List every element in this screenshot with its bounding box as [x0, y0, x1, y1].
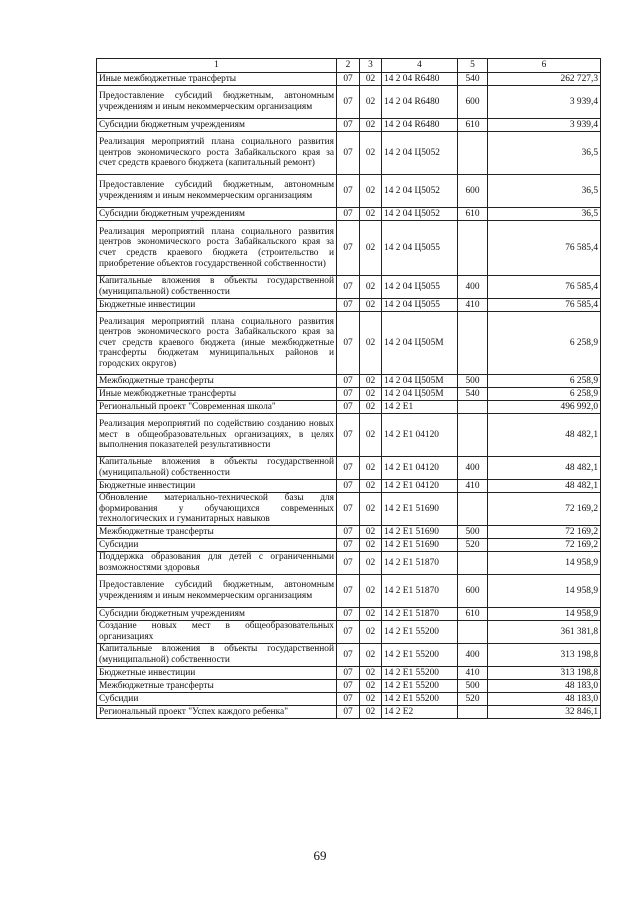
row-code-3-cell: 02 — [360, 86, 382, 119]
row-name-cell: Субсидии — [97, 693, 337, 706]
table-row — [97, 175, 601, 208]
row-code-4-cell: 14 2 E1 51690 — [382, 526, 458, 539]
table-row — [97, 73, 601, 86]
row-code-2-cell: 07 — [337, 86, 360, 119]
table-row — [97, 86, 601, 119]
page-number: 69 — [313, 848, 327, 863]
row-code-2-cell: 07 — [337, 552, 360, 575]
table-row — [97, 221, 601, 276]
row-amount-cell: 361 381,8 — [488, 621, 601, 644]
table-row — [97, 414, 601, 457]
column-header-1: 1 — [97, 59, 337, 73]
column-header-6: 6 — [488, 59, 601, 73]
row-code-3-cell: 02 — [360, 644, 382, 667]
table-row — [97, 644, 601, 667]
row-code-4-cell: 14 2 E1 04120 — [382, 414, 458, 457]
row-code-4-cell: 14 2 04 Ц5055 — [382, 221, 458, 276]
table-row — [97, 680, 601, 693]
row-code-4-cell: 14 2 04 Ц505М — [382, 312, 458, 375]
row-amount-cell: 76 585,4 — [488, 221, 601, 276]
row-code-4-cell: 14 2 E1 55200 — [382, 644, 458, 667]
row-code-5-cell — [458, 706, 488, 719]
row-code-3-cell: 02 — [360, 312, 382, 375]
table-row — [97, 493, 601, 526]
table-row — [97, 401, 601, 414]
row-amount-cell: 48 482,1 — [488, 457, 601, 480]
row-code-5-cell: 410 — [458, 480, 488, 493]
row-name-cell: Реализация мероприятий по содействию созданию новых мест в общеобразовательных организациях, в целях выполнения показателей результативности — [97, 414, 337, 457]
row-code-2-cell: 07 — [337, 457, 360, 480]
row-code-2-cell: 07 — [337, 493, 360, 526]
row-code-4-cell: 14 2 E1 51690 — [382, 539, 458, 552]
row-code-3-cell: 02 — [360, 667, 382, 680]
row-code-3-cell: 02 — [360, 608, 382, 621]
table-body — [97, 73, 601, 719]
row-code-4-cell: 14 2 E1 51870 — [382, 608, 458, 621]
row-code-2-cell: 07 — [337, 414, 360, 457]
row-name-cell: Капитальные вложения в объекты государственной (муниципальной) собственности — [97, 644, 337, 667]
row-code-4-cell: 14 2 E1 55200 — [382, 621, 458, 644]
row-code-5-cell: 540 — [458, 73, 488, 86]
row-code-4-cell: 14 2 E1 51870 — [382, 575, 458, 608]
row-code-2-cell: 07 — [337, 276, 360, 299]
row-code-5-cell: 600 — [458, 175, 488, 208]
row-code-2-cell: 07 — [337, 575, 360, 608]
row-amount-cell: 32 846,1 — [488, 706, 601, 719]
row-code-5-cell: 600 — [458, 86, 488, 119]
row-name-cell: Предоставление субсидий бюджетным, автономным учреждениям и иным некоммерческим организациям — [97, 86, 337, 119]
row-code-5-cell: 400 — [458, 276, 488, 299]
row-code-5-cell — [458, 552, 488, 575]
row-amount-cell: 76 585,4 — [488, 276, 601, 299]
table-row — [97, 276, 601, 299]
row-code-2-cell: 07 — [337, 680, 360, 693]
row-code-4-cell: 14 2 04 Ц5052 — [382, 132, 458, 175]
row-code-3-cell: 02 — [360, 480, 382, 493]
row-code-2-cell: 07 — [337, 388, 360, 401]
row-code-2-cell: 07 — [337, 175, 360, 208]
row-amount-cell: 36,5 — [488, 208, 601, 221]
row-code-2-cell: 07 — [337, 221, 360, 276]
row-code-2-cell: 07 — [337, 621, 360, 644]
row-code-4-cell: 14 2 E2 — [382, 706, 458, 719]
row-code-3-cell: 02 — [360, 73, 382, 86]
row-code-3-cell: 02 — [360, 575, 382, 608]
row-code-5-cell: 410 — [458, 299, 488, 312]
table-row — [97, 119, 601, 132]
row-amount-cell: 6 258,9 — [488, 375, 601, 388]
row-name-cell: Субсидии бюджетным учреждениям — [97, 119, 337, 132]
row-amount-cell: 72 169,2 — [488, 539, 601, 552]
row-amount-cell: 72 169,2 — [488, 493, 601, 526]
column-header-2: 2 — [337, 59, 360, 73]
table-row — [97, 388, 601, 401]
row-code-5-cell — [458, 221, 488, 276]
row-code-3-cell: 02 — [360, 693, 382, 706]
table-row — [97, 312, 601, 375]
row-code-4-cell: 14 2 04 R6480 — [382, 86, 458, 119]
row-name-cell: Капитальные вложения в объекты государственной (муниципальной) собственности — [97, 276, 337, 299]
row-code-3-cell: 02 — [360, 276, 382, 299]
row-code-2-cell: 07 — [337, 375, 360, 388]
row-code-4-cell: 14 2 04 Ц5052 — [382, 175, 458, 208]
row-code-4-cell: 14 2 E1 55200 — [382, 693, 458, 706]
column-header-4: 4 — [382, 59, 458, 73]
table-row — [97, 608, 601, 621]
row-amount-cell: 48 482,1 — [488, 414, 601, 457]
row-code-5-cell: 400 — [458, 457, 488, 480]
row-code-3-cell: 02 — [360, 401, 382, 414]
row-amount-cell: 48 183,0 — [488, 693, 601, 706]
row-code-5-cell: 520 — [458, 693, 488, 706]
table-row — [97, 375, 601, 388]
row-code-2-cell: 07 — [337, 132, 360, 175]
row-code-2-cell: 07 — [337, 208, 360, 221]
row-code-2-cell: 07 — [337, 73, 360, 86]
row-amount-cell: 48 183,0 — [488, 680, 601, 693]
table-row — [97, 299, 601, 312]
row-amount-cell: 72 169,2 — [488, 526, 601, 539]
row-code-5-cell: 610 — [458, 608, 488, 621]
column-header-3: 3 — [360, 59, 382, 73]
row-amount-cell: 313 198,8 — [488, 644, 601, 667]
row-code-5-cell: 520 — [458, 539, 488, 552]
table-row — [97, 693, 601, 706]
row-amount-cell: 3 939,4 — [488, 119, 601, 132]
row-name-cell: Бюджетные инвестиции — [97, 480, 337, 493]
row-code-2-cell: 07 — [337, 119, 360, 132]
row-amount-cell: 14 958,9 — [488, 575, 601, 608]
row-code-2-cell: 07 — [337, 480, 360, 493]
row-code-4-cell: 14 2 E1 55200 — [382, 667, 458, 680]
row-code-5-cell: 600 — [458, 575, 488, 608]
row-code-4-cell: 14 2 04 Ц5055 — [382, 276, 458, 299]
table-row — [97, 539, 601, 552]
column-header-5: 5 — [458, 59, 488, 73]
row-code-5-cell — [458, 132, 488, 175]
row-code-5-cell — [458, 621, 488, 644]
row-amount-cell: 76 585,4 — [488, 299, 601, 312]
row-code-5-cell: 410 — [458, 667, 488, 680]
row-code-3-cell: 02 — [360, 621, 382, 644]
row-code-3-cell: 02 — [360, 175, 382, 208]
row-name-cell: Региональный проект "Успех каждого ребенка" — [97, 706, 337, 719]
row-name-cell: Субсидии бюджетным учреждениям — [97, 608, 337, 621]
row-code-5-cell — [458, 414, 488, 457]
row-code-2-cell: 07 — [337, 539, 360, 552]
row-code-4-cell: 14 2 E1 55200 — [382, 680, 458, 693]
row-code-3-cell: 02 — [360, 526, 382, 539]
row-code-5-cell: 400 — [458, 644, 488, 667]
row-code-3-cell: 02 — [360, 299, 382, 312]
row-name-cell: Капитальные вложения в объекты государственной (муниципальной) собственности — [97, 457, 337, 480]
row-code-4-cell: 14 2 E1 — [382, 401, 458, 414]
row-name-cell: Обновление материально-технической базы для формирования у обучающихся современных технологических и гуманитарных навыков — [97, 493, 337, 526]
table-row — [97, 575, 601, 608]
row-code-4-cell: 14 2 04 Ц5052 — [382, 208, 458, 221]
table-row — [97, 526, 601, 539]
row-amount-cell: 6 258,9 — [488, 388, 601, 401]
row-code-3-cell: 02 — [360, 552, 382, 575]
row-code-3-cell: 02 — [360, 208, 382, 221]
row-amount-cell: 14 958,9 — [488, 608, 601, 621]
row-code-5-cell — [458, 401, 488, 414]
row-code-5-cell: 500 — [458, 680, 488, 693]
row-code-5-cell: 610 — [458, 208, 488, 221]
row-name-cell: Бюджетные инвестиции — [97, 299, 337, 312]
row-code-5-cell: 610 — [458, 119, 488, 132]
table-row — [97, 208, 601, 221]
row-code-4-cell: 14 2 04 Ц5055 — [382, 299, 458, 312]
row-name-cell: Реализация мероприятий плана социального развития центров экономического роста Забайкальского края за счет средств краевого бюджета (строительство и приобретение объектов государственной собственности) — [97, 221, 337, 276]
row-code-4-cell: 14 2 E1 51870 — [382, 552, 458, 575]
table-header-row — [97, 59, 601, 73]
row-code-2-cell: 07 — [337, 299, 360, 312]
row-code-5-cell: 500 — [458, 375, 488, 388]
row-code-2-cell: 07 — [337, 644, 360, 667]
row-name-cell: Реализация мероприятий плана социального развития центров экономического роста Забайкальского края за счет средств краевого бюджета (капитальный ремонт) — [97, 132, 337, 175]
row-name-cell: Межбюджетные трансферты — [97, 526, 337, 539]
row-code-3-cell: 02 — [360, 132, 382, 175]
row-name-cell: Реализация мероприятий плана социального развития центров экономического роста Забайкальского края за счет средств краевого бюджета (иные межбюджетные трансферты бюджетам муниципальных районов и городских округов) — [97, 312, 337, 375]
row-code-4-cell: 14 2 04 Ц505М — [382, 375, 458, 388]
row-amount-cell: 36,5 — [488, 132, 601, 175]
row-code-3-cell: 02 — [360, 680, 382, 693]
row-code-4-cell: 14 2 04 Ц505М — [382, 388, 458, 401]
row-amount-cell: 14 958,9 — [488, 552, 601, 575]
row-amount-cell: 496 992,0 — [488, 401, 601, 414]
table-row — [97, 457, 601, 480]
row-code-2-cell: 07 — [337, 526, 360, 539]
row-name-cell: Субсидии — [97, 539, 337, 552]
row-name-cell: Поддержка образования для детей с ограниченными возможностями здоровья — [97, 552, 337, 575]
row-code-2-cell: 07 — [337, 667, 360, 680]
row-amount-cell: 3 939,4 — [488, 86, 601, 119]
row-code-3-cell: 02 — [360, 221, 382, 276]
row-name-cell: Иные межбюджетные трансферты — [97, 73, 337, 86]
row-code-4-cell: 14 2 04 R6480 — [382, 73, 458, 86]
row-name-cell: Предоставление субсидий бюджетным, автономным учреждениям и иным некоммерческим организациям — [97, 175, 337, 208]
row-amount-cell: 313 198,8 — [488, 667, 601, 680]
row-name-cell: Создание новых мест в общеобразовательных организациях — [97, 621, 337, 644]
row-code-5-cell: 540 — [458, 388, 488, 401]
row-code-5-cell — [458, 312, 488, 375]
table-row — [97, 552, 601, 575]
budget-table — [96, 58, 601, 719]
row-code-4-cell: 14 2 E1 51690 — [382, 493, 458, 526]
row-code-3-cell: 02 — [360, 414, 382, 457]
row-name-cell: Региональный проект "Современная школа" — [97, 401, 337, 414]
row-code-3-cell: 02 — [360, 493, 382, 526]
row-amount-cell: 262 727,3 — [488, 73, 601, 86]
row-name-cell: Иные межбюджетные трансферты — [97, 388, 337, 401]
row-code-3-cell: 02 — [360, 119, 382, 132]
row-code-5-cell — [458, 493, 488, 526]
table-row — [97, 706, 601, 719]
row-amount-cell: 6 258,9 — [488, 312, 601, 375]
table-row — [97, 621, 601, 644]
row-code-2-cell: 07 — [337, 312, 360, 375]
row-code-4-cell: 14 2 E1 04120 — [382, 480, 458, 493]
row-code-4-cell: 14 2 04 R6480 — [382, 119, 458, 132]
row-name-cell: Межбюджетные трансферты — [97, 680, 337, 693]
table-row — [97, 667, 601, 680]
row-name-cell: Субсидии бюджетным учреждениям — [97, 208, 337, 221]
row-code-3-cell: 02 — [360, 375, 382, 388]
row-code-2-cell: 07 — [337, 401, 360, 414]
row-code-3-cell: 02 — [360, 539, 382, 552]
row-code-3-cell: 02 — [360, 388, 382, 401]
row-amount-cell: 36,5 — [488, 175, 601, 208]
table-row — [97, 132, 601, 175]
row-amount-cell: 48 482,1 — [488, 480, 601, 493]
row-name-cell: Межбюджетные трансферты — [97, 375, 337, 388]
row-code-2-cell: 07 — [337, 608, 360, 621]
table-row — [97, 480, 601, 493]
row-name-cell: Бюджетные инвестиции — [97, 667, 337, 680]
row-name-cell: Предоставление субсидий бюджетным, автономным учреждениям и иным некоммерческим организациям — [97, 575, 337, 608]
row-code-4-cell: 14 2 E1 04120 — [382, 457, 458, 480]
row-code-3-cell: 02 — [360, 706, 382, 719]
row-code-3-cell: 02 — [360, 457, 382, 480]
row-code-5-cell: 500 — [458, 526, 488, 539]
row-code-2-cell: 07 — [337, 706, 360, 719]
row-code-2-cell: 07 — [337, 693, 360, 706]
